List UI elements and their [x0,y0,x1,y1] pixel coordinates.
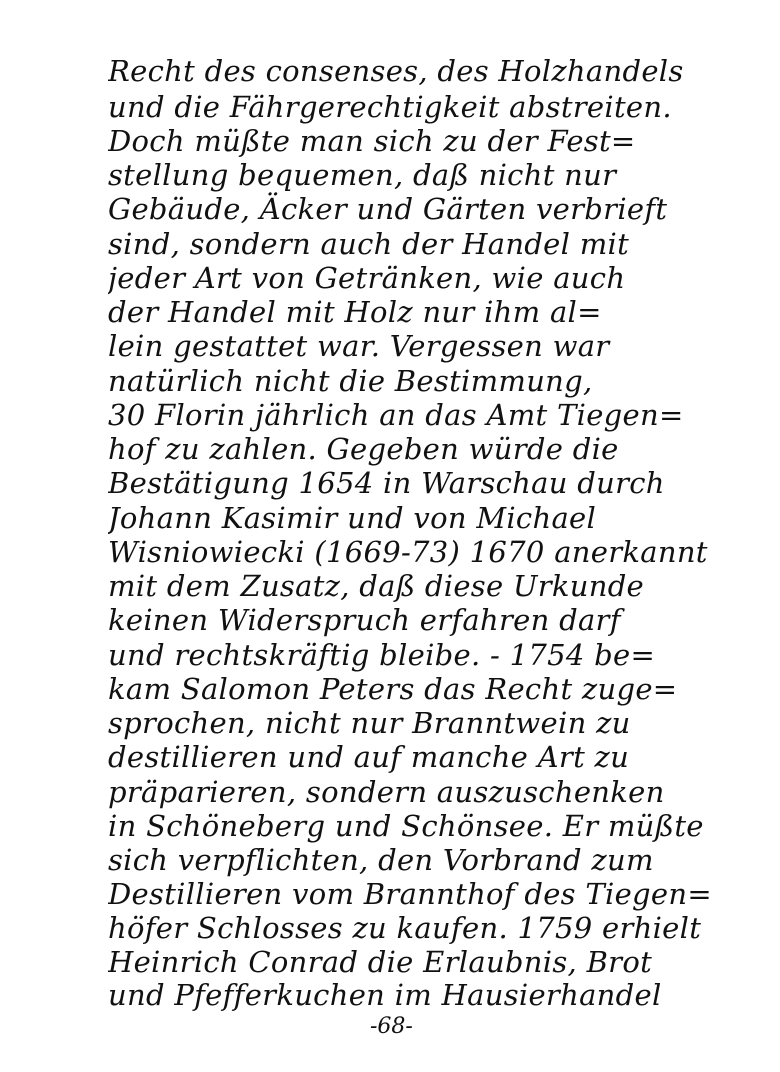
text-line: Bestätigung 1654 in Warschau durch [108,466,665,500]
text-line: 30 Florin jährlich an das Amt Tiegen= [108,398,684,432]
text-line: Johann Kasimir und von Michael [108,501,597,535]
text-line: jeder Art von Getränken, wie auch [108,261,626,295]
text-line: sich verpflichten, den Vorbrand zum [108,843,654,877]
text-line: Doch müßte man sich zu der Fest= [108,124,636,158]
text-line: Heinrich Conrad die Erlaubnis, Brot [108,945,653,979]
text-line: Destillieren vom Brannthof des Tiegen= [108,877,712,911]
text-line: sind, sondern auch der Handel mit [108,227,630,261]
text-line: lein gestattet war. Vergessen war [108,329,610,363]
text-line: stellung bequemen, daß nicht nur [108,158,617,192]
page-number: -68- [370,1014,413,1039]
text-line: kam Salomon Peters das Recht zuge= [108,672,678,706]
text-line: und rechtskräftig bleibe. - 1754 be= [108,638,656,672]
text-line: Wisniowiecki (1669-73) 1670 anerkannt [108,535,708,569]
text-line: und Pfefferkuchen im Hausierhandel [108,978,662,1012]
text-line: und die Fährgerechtigkeit abstreiten. [108,90,672,124]
text-line: Recht des consenses, des Holzhandels [108,54,684,88]
text-line: präparieren, sondern auszuschenken [108,775,665,809]
text-line: sprochen, nicht nur Branntwein zu [108,706,631,740]
text-line: mit dem Zusatz, daß diese Urkunde [108,569,645,603]
text-line: destillieren und auf manche Art zu [108,740,630,774]
text-line: natürlich nicht die Bestimmung, [108,364,593,398]
text-line: keinen Widerspruch erfahren darf [108,603,621,637]
text-line: der Handel mit Holz nur ihm al= [108,295,602,329]
text-line: in Schöneberg und Schönsee. Er müßte [108,809,704,843]
text-line: höfer Schlosses zu kaufen. 1759 erhielt [108,911,702,945]
text-line: Gebäude, Äcker und Gärten verbrieft [108,192,668,226]
text-line: hof zu zahlen. Gegeben würde die [108,432,619,466]
